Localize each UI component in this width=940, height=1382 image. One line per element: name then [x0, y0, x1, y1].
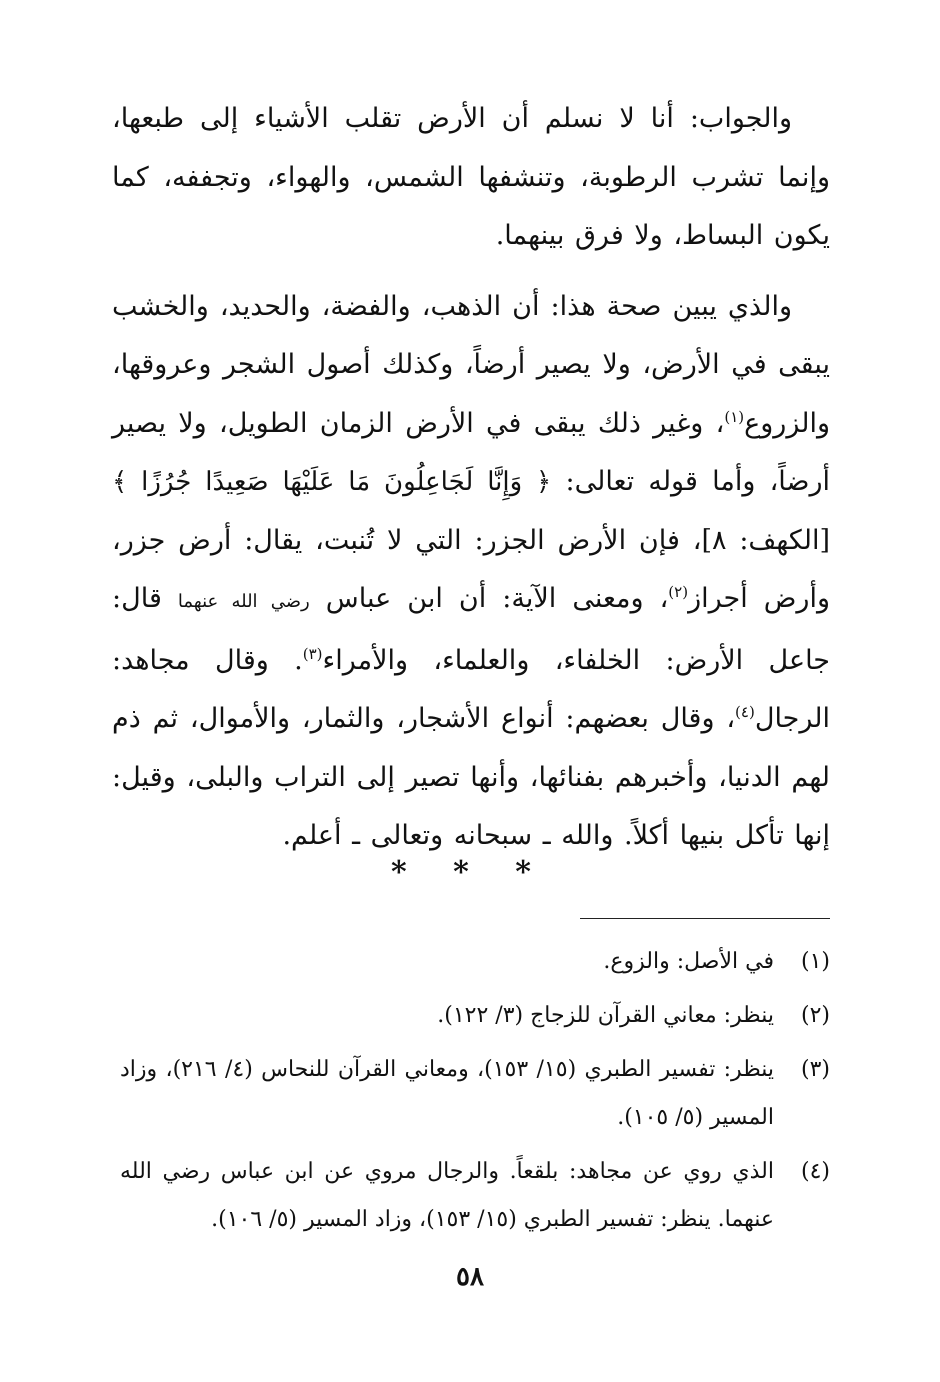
text-run: والذي يبين صحة هذا: أن الذهب، والفضة، والحديد، والخشب يبقى في الأرض، ولا يصير أرضاً، وكذلك أصول الشجر وعروقها، والزروع [112, 290, 830, 439]
footnote-number: (٤) [800, 1159, 830, 1184]
text-run: ، وقال بعضهم: أنواع الأشجار، والثمار، والأموال، ثم ذم لهم الدنيا، وأخبرهم بفنائها، وأنها تصير إلى التراب والبلى، وقيل: إنها تأكل بنيها أكلاً. والله ـ سبحانه وتعالى ـ أعلم. [112, 703, 830, 851]
footnote-item [120, 1148, 830, 1244]
footnote-item [120, 992, 830, 1040]
page-number: ٥٨ [456, 1262, 484, 1292]
section-separator: * * * [391, 855, 549, 890]
footnote-number: (٢) [800, 1003, 830, 1028]
footnote-number: (١) [800, 949, 830, 974]
text-run: ، فإن الأرض الجزر: التي لا تُنبت، يقال: أرض جزر، وأرض أجراز [112, 524, 830, 614]
honorific-ligature: رضي الله عنهما [177, 591, 310, 612]
footnote-item [120, 938, 830, 986]
footnote-divider [580, 918, 830, 919]
quran-verse: ﴿ وَإِنَّا لَجَاعِلُونَ مَا عَلَيْهَا صَعِيدًا جُرُزًا ﴾ [112, 467, 552, 497]
paragraph-evidence [112, 278, 830, 866]
text-run: ، وغير ذلك يبقى في الأرض الزمان الطويل، ولا يصير أرضاً، وأما قوله تعالى: [112, 407, 830, 497]
text-run: ، ومعنى الآية: أن ابن عباس [309, 583, 669, 614]
paragraph-answer: والجواب: أنا لا نسلم أن الأرض تقلب الأشياء إلى طبعها، وإنما تشرب الرطوبة، وتنشفها الشمس، والهواء، وتجففه، كما يكون البساط، ولا فرق بينهما. [112, 103, 830, 251]
footnote-text: الذي روي عن مجاهد: بلقعاً. والرجال مروي عن ابن عباس رضي الله عنهما. ينظر: تفسير الطبري (١٥/ ١٥٣)، وزاد المسير (٥/ ١٠٦). [120, 1159, 774, 1232]
footnote-text: ينظر: تفسير الطبري (١٥/ ١٥٣)، ومعاني القرآن للنحاس (٤/ ٢١٦)، وزاد المسير (٥/ ١٠٥). [120, 1057, 775, 1130]
text-run: قال: جاعل الأرض: الخلفاء، والعلماء، والأمراء [112, 583, 830, 676]
footnote-ref-2: (٢) [668, 583, 689, 601]
text-run: . وقال مجاهد: الرجال [112, 644, 830, 734]
footnote-number: (٣) [800, 1057, 830, 1082]
footnote-text: ينظر: معاني القرآن للزجاج (٣/ ١٢٢). [437, 1003, 774, 1028]
footnote-item [120, 1046, 830, 1142]
footnote-ref-3: (٣) [302, 644, 323, 663]
footnote-text: في الأصل: والزوع. [603, 949, 774, 974]
footnote-ref-1: (١) [724, 407, 745, 426]
footnotes [120, 938, 830, 1250]
quran-reference: [الكهف: ٨] [701, 524, 831, 556]
footnote-ref-4: (٤) [735, 703, 755, 721]
page-body [112, 90, 830, 866]
